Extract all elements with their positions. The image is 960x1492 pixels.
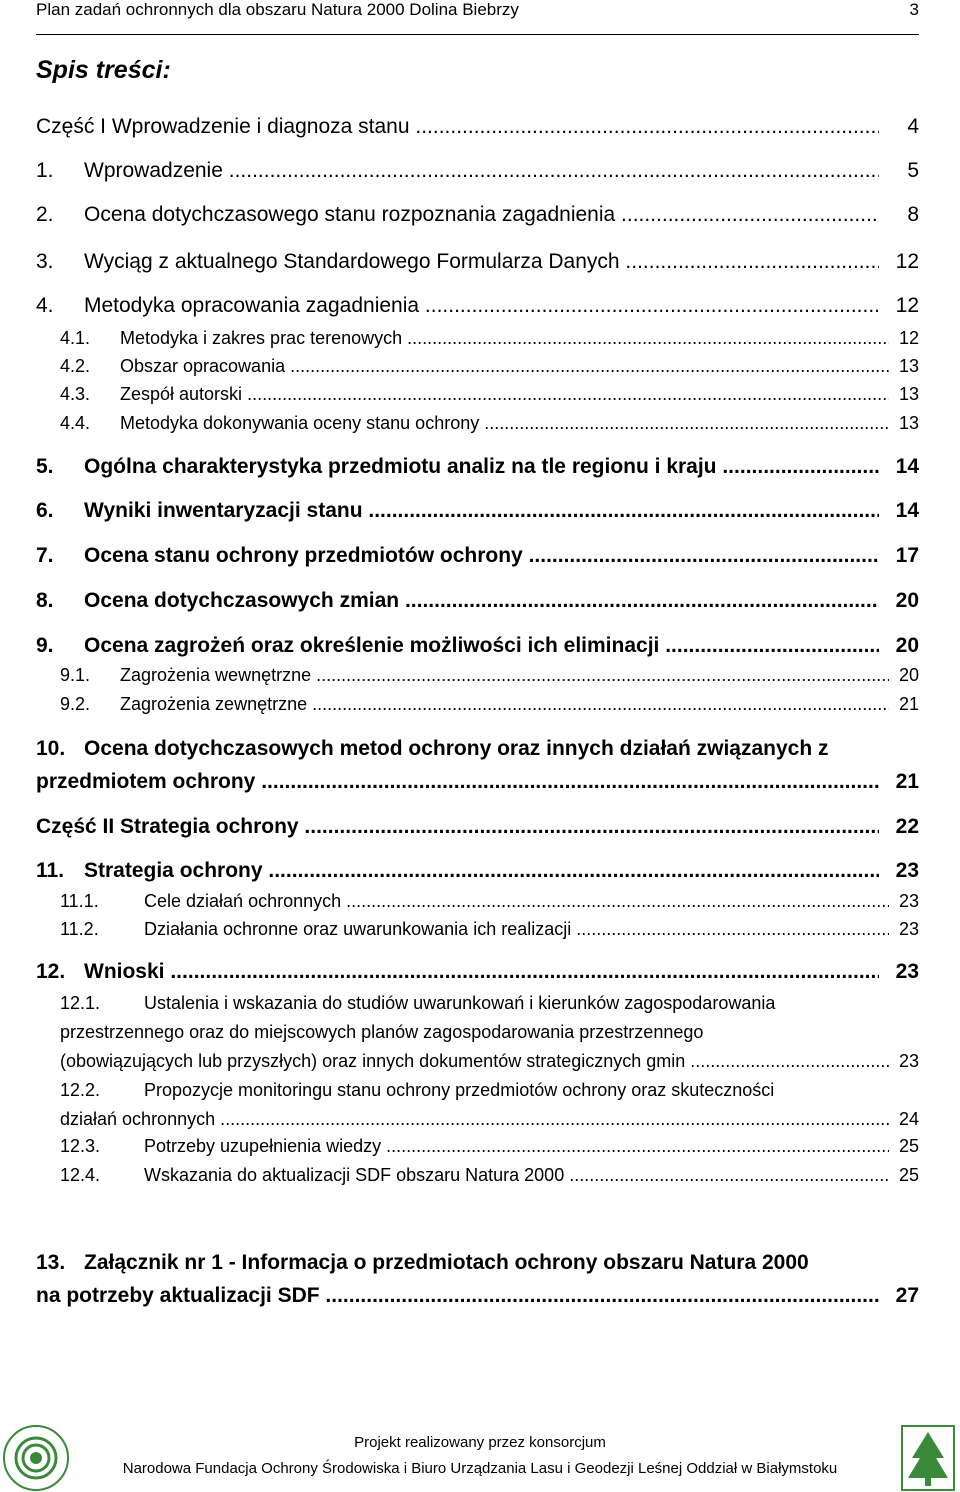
toc-entry-9-1[interactable]: 9.1. Zagrożenia wewnętrzne ..... 20 — [60, 663, 919, 687]
toc-entry-6[interactable]: 6. Wyniki inwentaryzacji stanu ..... 14 — [36, 498, 919, 524]
document-title: Plan zadań ochronnych dla obszaru Natura 2000 Dolina Biebrzy — [36, 0, 519, 19]
toc-entry-11-1[interactable]: 11.1. Cele działań ochronnych ..... 23 — [60, 889, 919, 913]
toc-entry-4-3[interactable]: 4.3. Zespół autorski ..... 13 — [60, 382, 919, 406]
toc-entry-10[interactable]: 10. Ocena dotychczasowych metod ochrony oraz innych działań związanych z przedmiotem ochrony ..... 21 — [36, 732, 919, 798]
toc-entry-12-1[interactable]: 12.1. Ustalenia i wskazania do studiów uwarunkowań i kierunków zagospodarowania przestrzennego oraz do miejscowych planów zagospodarowania przestrzennego (obowiązujących lub przyszłych) oraz innych dokumentów strategicznych gmin ..... 23 — [60, 989, 919, 1076]
toc-entry-11[interactable]: 11. Strategia ochrony ..... 23 — [36, 858, 919, 884]
toc-entry-4-1[interactable]: 4.1. Metodyka i zakres prac terenowych ..... 12 — [60, 326, 919, 350]
toc-entry-11-2[interactable]: 11.2. Działania ochronne oraz uwarunkowania ich realizacji ..... 23 — [60, 917, 919, 941]
footer-organizations-line: Narodowa Fundacja Ochrony Środowiska i Biuro Urządzania Lasu i Geodezji Leśnej Oddział w Białymstoku — [122, 1460, 838, 1477]
toc-entry-12-2[interactable]: 12.2. Propozycje monitoringu stanu ochrony przedmiotów ochrony oraz skuteczności działań ochronnych ..... 24 — [60, 1076, 919, 1134]
nfos-logo-icon — [0, 1420, 72, 1492]
toc-entry-part1[interactable]: Część I Wprowadzenie i diagnoza stanu ..... 4 — [36, 114, 919, 140]
toc-entry-12-3[interactable]: 12.3. Potrzeby uzupełnienia wiedzy ..... 25 — [60, 1134, 919, 1158]
toc-entry-4-2[interactable]: 4.2. Obszar opracowania ..... 13 — [60, 354, 919, 378]
forest-office-logo-icon — [900, 1424, 956, 1492]
toc-entry-13[interactable]: 13. Załącznik nr 1 - Informacja o przedmiotach ochrony obszaru Natura 2000 na potrzeby aktualizacji SDF ..... 27 — [36, 1246, 919, 1312]
toc-entry-9[interactable]: 9. Ocena zagrożeń oraz określenie możliwości ich eliminacji ..... 20 — [36, 633, 919, 659]
toc-entry-2[interactable]: 2. Ocena dotychczasowego stanu rozpoznania zagadnienia ..... 8 — [36, 202, 919, 228]
toc-entry-3[interactable]: 3. Wyciąg z aktualnego Standardowego Formularza Danych ..... 12 — [36, 249, 919, 275]
toc-entry-7[interactable]: 7. Ocena stanu ochrony przedmiotów ochrony ..... 17 — [36, 543, 919, 569]
toc-entry-part2[interactable]: Część II Strategia ochrony ..... 22 — [36, 814, 919, 840]
toc-entry-12-4[interactable]: 12.4. Wskazania do aktualizacji SDF obszaru Natura 2000 ..... 25 — [60, 1163, 919, 1187]
toc-entry-1[interactable]: 1. Wprowadzenie ..... 5 — [36, 158, 919, 184]
toc-entry-12[interactable]: 12. Wnioski ..... 23 — [36, 959, 919, 985]
toc-entry-9-2[interactable]: 9.2. Zagrożenia zewnętrzne ..... 21 — [60, 692, 919, 716]
toc-entry-8[interactable]: 8. Ocena dotychczasowych zmian ..... 20 — [36, 588, 919, 614]
toc-entry-4-4[interactable]: 4.4. Metodyka dokonywania oceny stanu ochrony ..... 13 — [60, 411, 919, 435]
toc-entry-5[interactable]: 5. Ogólna charakterystyka przedmiotu analiz na tle regionu i kraju ..... 14 — [36, 454, 919, 480]
footer-consortium-line: Projekt realizowany przez konsorcjum — [354, 1434, 606, 1451]
page-header — [36, 0, 919, 35]
toc-entry-4[interactable]: 4. Metodyka opracowania zagadnienia ..... 12 — [36, 293, 919, 319]
page-footer — [0, 1420, 960, 1492]
page-number: 3 — [909, 0, 919, 19]
toc-heading: Spis treści: — [36, 56, 171, 84]
